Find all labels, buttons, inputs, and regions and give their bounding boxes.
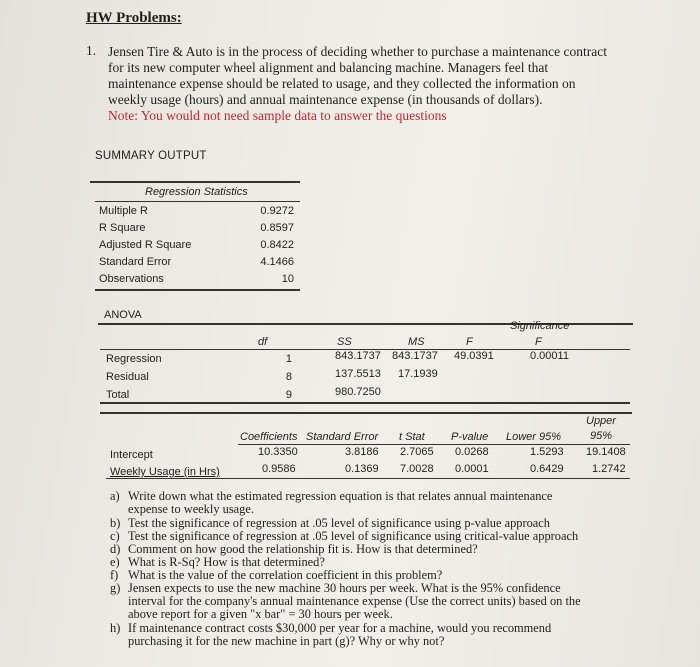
subquestion-text: interval for the company's annual maintenance expense (Use the correct units) based on the <box>128 594 581 608</box>
stat-label: R Square <box>99 222 146 234</box>
stat-value: 0.9272 <box>260 205 294 217</box>
coef-value: 0.9586 <box>262 463 296 475</box>
stat-label: Adjusted R Square <box>99 239 192 251</box>
subquestion-text: If maintenance contract costs $30,000 per year for a machine, would you recommend <box>128 621 552 635</box>
coef-col-t-stat: t Stat <box>399 431 425 443</box>
anova-ms: 17.1939 <box>398 368 438 380</box>
anova-title: ANOVA <box>104 309 142 321</box>
anova-ss: 980.7250 <box>335 386 381 398</box>
subquestion-text: What is the value of the correlation coefficient in this problem? <box>128 568 443 582</box>
anova-df: 8 <box>285 371 292 383</box>
question-text-line: maintenance expense should be related to usage, and they collected the information on <box>108 76 576 91</box>
coef-row-label: Intercept <box>110 449 153 461</box>
subquestion-text: Test the significance of regression at .05 level of significance using critical-value approach <box>128 529 579 543</box>
stat-label: Observations <box>99 273 164 285</box>
table-rule <box>95 289 300 291</box>
regression-statistics-header: Regression Statistics <box>145 186 248 198</box>
coef-col-standard-error: Standard Error <box>306 431 379 443</box>
summary-output-heading: SUMMARY OUTPUT <box>95 150 207 162</box>
coef-col-upper: Upper <box>586 415 616 427</box>
subquestion-text: expense to weekly usage. <box>128 502 254 516</box>
coef-upper: 1.2742 <box>592 463 626 475</box>
coef-standard-error: 0.1369 <box>345 463 379 475</box>
subquestion-text: What is R-Sq? How is that determined? <box>128 555 325 569</box>
stat-value: 0.8597 <box>260 222 294 234</box>
anova-df: 1 <box>285 353 292 365</box>
page-title: HW Problems: <box>86 10 182 26</box>
subquestion-letter: d) <box>110 542 121 556</box>
question-number: 1. <box>86 43 97 58</box>
subquestion-letter: c) <box>110 529 120 543</box>
table-rule <box>100 402 630 404</box>
stat-value: 0.8422 <box>260 239 294 251</box>
anova-row-label: Regression <box>106 353 162 365</box>
subquestion-text: Comment on how good the relationship fit is. How is that determined? <box>128 542 478 556</box>
subquestion-letter: a) <box>110 489 120 503</box>
subquestion-letter: g) <box>110 581 121 595</box>
coef-col-lower: Lower 95% <box>506 431 562 443</box>
anova-ms: 843.1737 <box>392 350 438 362</box>
table-rule <box>238 444 630 445</box>
question-note: Note: You would not need sample data to answer the questions <box>108 108 447 123</box>
coef-row-label: Weekly Usage (in Hrs) <box>110 466 220 478</box>
subquestion-text: Write down what the estimated regression equation is that relates annual maintenance <box>128 489 553 503</box>
subquestion-text: above report for a given "x bar" = 30 hours per week. <box>128 607 393 621</box>
coef-t-stat: 7.0028 <box>400 463 434 475</box>
coef-p-value: 0.0268 <box>455 446 489 458</box>
anova-col-f: F <box>466 336 473 348</box>
coef-col-p-value: P-value <box>451 431 489 443</box>
subquestion-letter: b) <box>110 516 121 530</box>
anova-col-ss: SS <box>337 336 352 348</box>
coef-p-value: 0.0001 <box>455 463 489 475</box>
table-rule <box>95 201 300 202</box>
subquestion-letter: f) <box>110 568 119 582</box>
coef-lower: 0.6429 <box>530 463 564 475</box>
stat-value: 10 <box>281 273 294 285</box>
coef-standard-error: 3.8186 <box>345 446 379 458</box>
question-text-line: weekly usage (hours) and annual maintenance expense (in thousands of dollars). <box>108 92 543 107</box>
coef-col-upper-95: 95% <box>590 430 613 442</box>
stat-label: Standard Error <box>99 256 172 268</box>
anova-col-significance: Significance <box>510 320 570 332</box>
subquestion-text: Test the significance of regression at .05 level of significance using p-value approach <box>128 516 550 530</box>
coef-lower: 1.5293 <box>530 446 564 458</box>
subquestion-text: purchasing it for the new machine in part (g)? Why or why not? <box>128 634 445 648</box>
subquestion-letter: e) <box>110 555 120 569</box>
stat-label: Multiple R <box>99 205 148 217</box>
anova-col-ms: MS <box>408 336 425 348</box>
table-rule <box>100 412 632 414</box>
anova-ss: 137.5513 <box>335 368 381 380</box>
anova-df: 9 <box>285 389 292 401</box>
coef-upper: 19.1408 <box>586 446 626 458</box>
anova-col-df: df <box>258 336 268 348</box>
subquestion-text: Jensen expects to use the new machine 30 hours per week. What is the 95% confidence <box>128 581 561 595</box>
stat-value: 4.1466 <box>260 256 294 268</box>
anova-row-label: Total <box>106 389 130 401</box>
coef-t-stat: 2.7065 <box>400 446 434 458</box>
anova-ss: 843.1737 <box>335 350 381 362</box>
coef-col-coefficients: Coefficients <box>240 431 298 443</box>
anova-f: 49.0391 <box>454 350 494 362</box>
question-text-line: for its new computer wheel alignment and balancing machine. Managers feel that <box>108 60 549 75</box>
anova-row-label: Residual <box>106 371 149 383</box>
question-text-line: Jensen Tire & Auto is in the process of deciding whether to purchase a maintenance contract <box>108 44 607 59</box>
table-rule <box>90 181 300 183</box>
table-rule <box>106 478 630 479</box>
coef-value: 10.3350 <box>258 446 298 458</box>
anova-col-significance-f: F <box>535 336 542 348</box>
subquestion-letter: h) <box>110 621 121 635</box>
anova-significance: 0.00011 <box>530 350 569 362</box>
